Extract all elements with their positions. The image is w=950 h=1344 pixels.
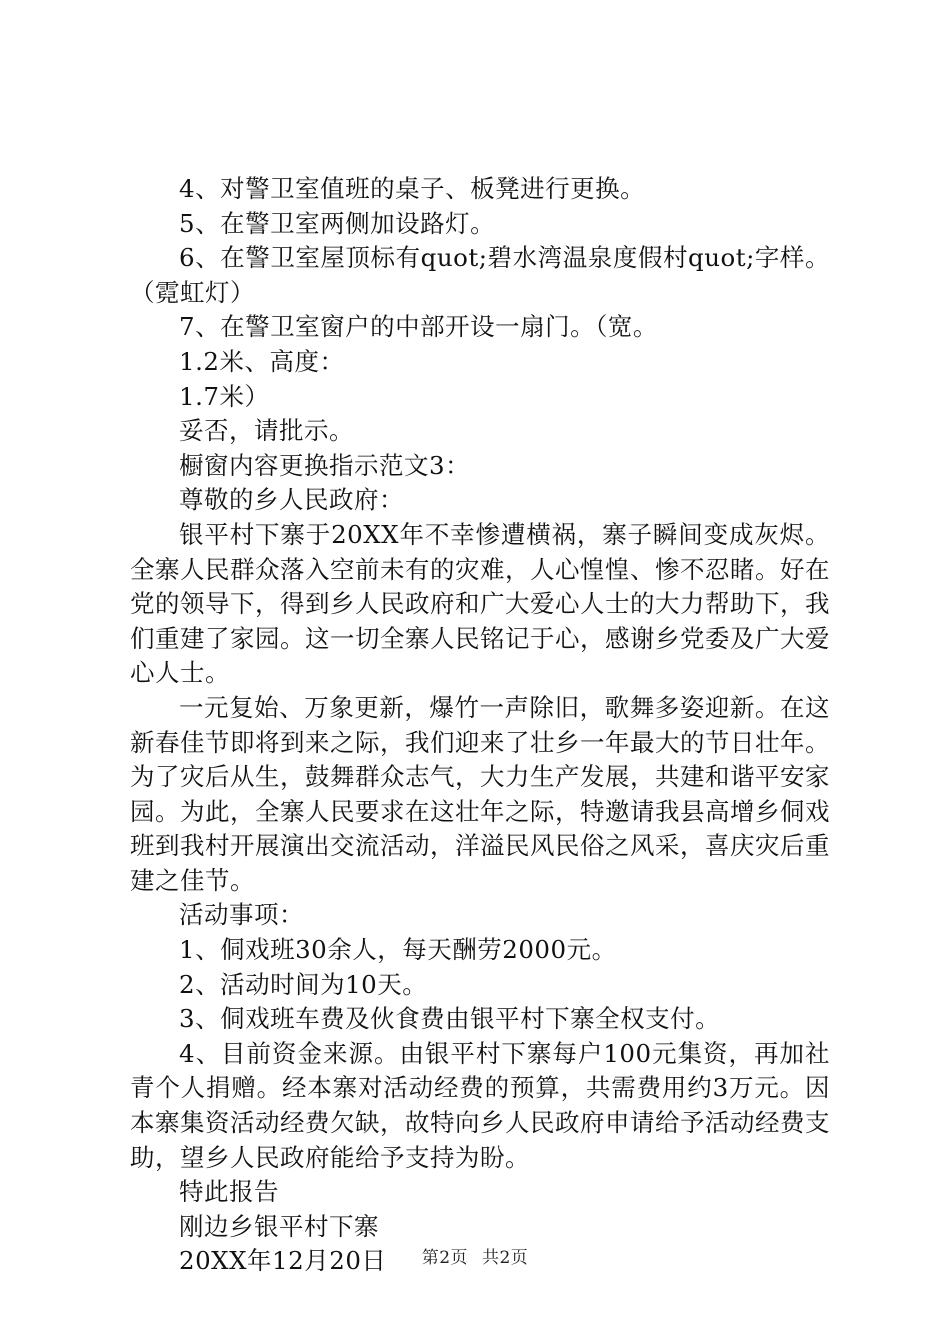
paragraph-item-6: 6、在警卫室屋顶标有quot;碧水湾温泉度假村quot;字样。（霓虹灯） bbox=[130, 243, 830, 307]
closing-report: 特此报告 bbox=[179, 1177, 279, 1207]
paragraph-item-7: 7、在警卫室窗户的中部开设一扇门。（宽。 bbox=[179, 312, 658, 342]
paragraph-item-5: 5、在警卫室两侧加设路灯。 bbox=[179, 208, 496, 238]
activity-item-2: 2、活动时间为10天。 bbox=[179, 969, 428, 999]
page-number: 第2页 bbox=[421, 1248, 469, 1268]
section-heading: 橱窗内容更换指示范文3： bbox=[179, 450, 471, 480]
page-total: 共2页 bbox=[481, 1248, 529, 1268]
paragraph-height: 1.7米） bbox=[179, 381, 270, 411]
page-footer bbox=[0, 1243, 950, 1268]
signature-org: 刚边乡银平村下寨 bbox=[179, 1211, 379, 1241]
paragraph-festival: 一元复始、万象更新，爆竹一声除旧，歌舞多姿迎新。在这新春佳节即将到来之际，我们迎来了壮乡一年最大的节日壮年。为了灾后从生，鼓舞群众志气，大力生产发展，共建和谐平安家园。为此，全寨人民要求在这壮年之际，特邀请我县高增乡侗戏班到我村开展演出交流活动，洋溢民风民俗之风采，喜庆灾后重建之佳节。 bbox=[130, 692, 830, 895]
document-body bbox=[130, 172, 830, 1279]
activity-heading: 活动事项： bbox=[179, 900, 304, 930]
activity-item-3: 3、侗戏班车费及伙食费由银平村下寨全权支付。 bbox=[179, 1004, 721, 1034]
paragraph-background: 银平村下寨于20XX年不幸惨遭横祸，寨子瞬间变成灰烬。全寨人民群众落入空前未有的灾难，人心惶惶、惨不忍睹。好在党的领导下，得到乡人民政府和广大爱心人士的大力帮助下，我们重建了家园。这一切全寨人民铭记于心，感谢乡党委及广大爱心人士。 bbox=[130, 519, 830, 688]
salutation: 尊敬的乡人民政府： bbox=[179, 485, 404, 515]
activity-item-1: 1、侗戏班30余人，每天酬劳2000元。 bbox=[179, 935, 617, 965]
paragraph-approval-request: 妥否，请批示。 bbox=[179, 416, 354, 446]
paragraph-width: 1.2米、高度： bbox=[179, 346, 345, 376]
signature-date: 20XX年12月20日 bbox=[179, 1246, 387, 1276]
paragraph-item-4: 4、对警卫室值班的桌子、板凳进行更换。 bbox=[179, 174, 646, 203]
activity-item-4: 4、目前资金来源。由银平村下寨每户100元集资，再加社青个人捐赠。经本寨对活动经费的预算，共需费用约3万元。因本寨集资活动经费欠缺，故特向乡人民政府申请给予活动经费支助，望乡人民政府能给予支持为盼。 bbox=[130, 1038, 830, 1172]
